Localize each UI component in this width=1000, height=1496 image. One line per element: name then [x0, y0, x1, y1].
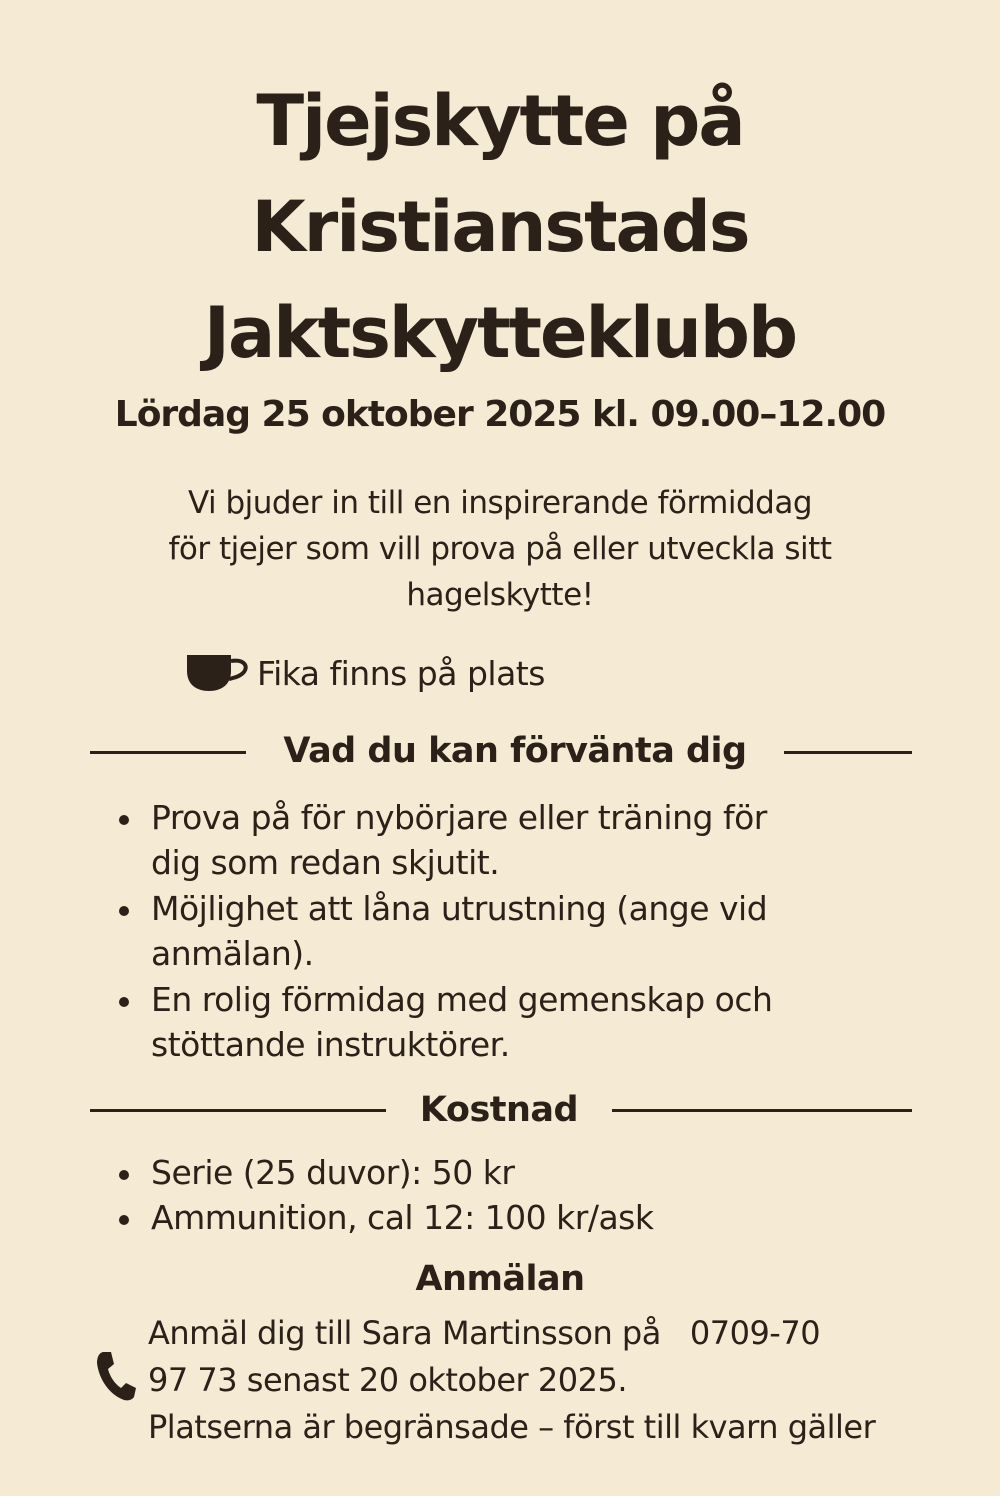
signup-line-1: Anmäl dig till Sara Martinsson på 0709-70: [148, 1314, 821, 1352]
phone-icon: [95, 1350, 137, 1402]
signup-heading: Anmälan: [415, 1259, 585, 1299]
divider-left: [90, 1109, 386, 1112]
event-date: Lördag 25 oktober 2025 kl. 09.00–12.00: [114, 394, 886, 435]
cost-heading: Kostnad: [419, 1090, 579, 1130]
fika-text: Fika finns på plats: [257, 653, 545, 693]
list-item: Möjlighet att låna utrustning (ange vid anmälan).: [115, 886, 875, 976]
signup-line-2: 97 73 senast 20 oktober 2025.: [148, 1361, 627, 1399]
fika-note: [185, 648, 545, 698]
signup-line-3: Platserna är begränsade – först till kvarn gäller: [148, 1408, 876, 1446]
expect-heading: Vad du kan förvänta dig: [283, 731, 747, 771]
divider-right: [612, 1109, 912, 1112]
coffee-cup-icon: [185, 653, 249, 693]
intro-line-3: hagelskytte!: [406, 577, 594, 613]
list-item: Serie (25 duvor): 50 kr: [115, 1150, 875, 1195]
divider-left: [90, 751, 246, 754]
intro-line-1: Vi bjuder in till en inspirerande förmiddag: [187, 485, 813, 521]
divider-right: [784, 751, 912, 754]
cost-list: [115, 1150, 875, 1240]
intro-line-2: för tjejer som vill prova på eller utveckla sitt: [168, 531, 832, 567]
poster-title: [60, 68, 940, 386]
list-item: Ammunition, cal 12: 100 kr/ask: [115, 1195, 875, 1240]
list-item: En rolig förmidag med gemenskap och stöttande instruktörer.: [115, 977, 875, 1067]
intro-text: [100, 480, 900, 618]
expect-list: [115, 795, 875, 1068]
title-line-2: Kristianstads: [251, 186, 749, 268]
signup-text: [148, 1310, 968, 1451]
list-item: Prova på för nybörjare eller träning för dig som redan skjutit.: [115, 795, 875, 885]
title-line-1: Tjejskytte på: [256, 80, 744, 162]
title-line-3: Jaktskytteklubb: [203, 292, 797, 374]
